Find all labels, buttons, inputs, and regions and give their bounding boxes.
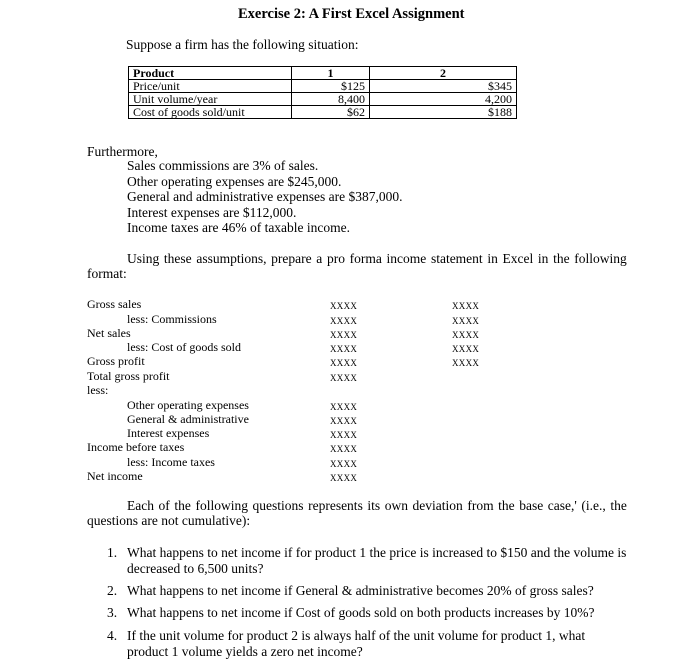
statement-line: Net sales [87,326,131,340]
deviation-note-line-2: questions are not cumulative): [87,513,251,528]
row-label: Unit volume/year [129,93,292,106]
question-text: If the unit volume for product 2 is always half of the unit volume for product 1, what product 1 volume yields a zero net income? [127,628,586,659]
question-number: 1. [107,545,118,560]
statement-line: Gross sales [87,297,142,311]
row-label: Price/unit [129,80,292,93]
question-number: 4. [107,628,118,643]
assumption-line: Other operating expenses are $245,000. [127,174,342,189]
statement-line: less: Commissions [127,312,217,326]
statement-line: Income before taxes [87,440,185,454]
question-number: 2. [107,583,118,598]
placeholder-value: XXXX [330,344,358,354]
row-label: Cost of goods sold/unit [129,106,292,119]
statement-line: less: [87,383,109,397]
statement-line: General & administrative [127,412,249,426]
header-product-2: 2 [370,67,517,80]
placeholder-value: XXXX [330,416,358,426]
cell-value: $345 [370,80,517,93]
table-header-row [129,67,517,80]
header-product: Product [129,67,292,80]
statement-line: less: Cost of goods sold [127,340,242,354]
placeholder-value: XXXX [330,373,358,383]
placeholder-value: XXXX [330,301,358,311]
placeholder-value: XXXX [452,344,480,354]
page-title: Exercise 2: A First Excel Assignment [238,6,465,22]
question-text: What happens to net income if Cost of goods sold on both products increases by 10%? [127,605,595,620]
placeholder-value: XXXX [452,316,480,326]
product-table [128,66,517,119]
assumption-line: Income taxes are 46% of taxable income. [127,220,351,235]
assumption-line: Interest expenses are $112,000. [127,205,297,220]
placeholder-value: XXXX [452,358,480,368]
placeholder-value: XXXX [452,301,480,311]
cell-value: $125 [292,80,370,93]
placeholder-value: XXXX [330,358,358,368]
cell-value: 8,400 [292,93,370,106]
placeholder-value: XXXX [330,402,358,412]
cell-value: 4,200 [370,93,517,106]
table-row [129,93,517,106]
intro-text: Suppose a firm has the following situation: [126,37,359,52]
statement-line: Total gross profit [87,369,170,383]
placeholder-value: XXXX [330,473,358,483]
placeholder-value: XXXX [330,444,358,454]
question-number: 3. [107,605,118,620]
header-product-1: 1 [292,67,370,80]
furthermore-lead: Furthermore, [87,144,158,159]
placeholder-value: XXXX [452,330,480,340]
question-text: What happens to net income if for product 1 the price is increased to $150 and the volume is decreased to 6,500 units? [127,545,627,576]
placeholder-value: XXXX [330,330,358,340]
statement-line: Gross profit [87,354,145,368]
assumption-line: Sales commissions are 3% of sales. [127,158,319,173]
statement-line: Net income [87,469,143,483]
question-text: What happens to net income if General & administrative becomes 20% of gross sales? [127,583,594,598]
placeholder-value: XXXX [330,316,358,326]
cell-value: $62 [292,106,370,119]
statement-line: Interest expenses [127,426,210,440]
instruction-line-1: Using these assumptions, prepare a pro forma income statement in Excel in the following [127,251,627,266]
cell-value: $188 [370,106,517,119]
placeholder-value: XXXX [330,430,358,440]
table-row [129,80,517,93]
statement-line: Other operating expenses [127,398,249,412]
deviation-note-line-1: Each of the following questions represents its own deviation from the base case,' (i.e., the [127,498,627,513]
statement-line: less: Income taxes [127,455,215,469]
assumption-line: General and administrative expenses are $387,000. [127,189,403,204]
table-row [129,106,517,119]
placeholder-value: XXXX [330,459,358,469]
instruction-line-2: format: [87,266,127,281]
